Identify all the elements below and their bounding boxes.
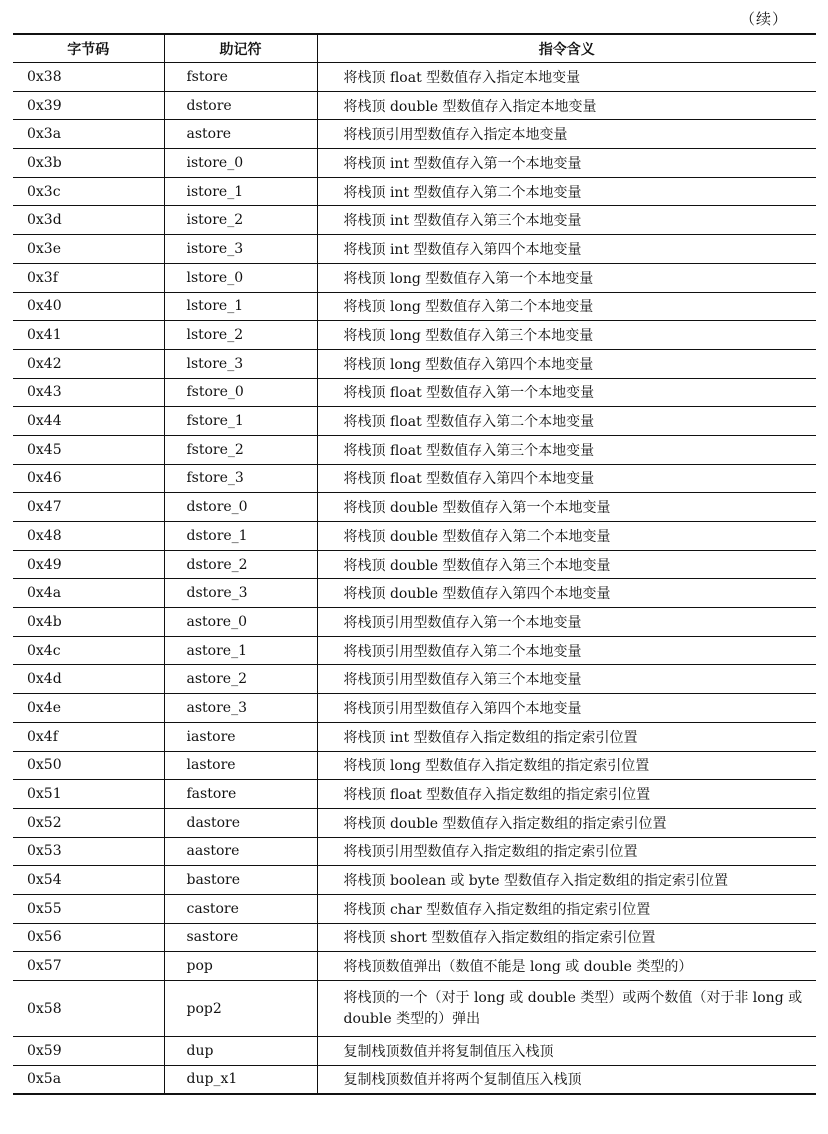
cell-bytecode: 0x3d xyxy=(27,212,62,229)
table-row xyxy=(13,120,816,149)
cell-meaning: 将栈顶 double 型数值存入第三个本地变量 xyxy=(317,550,816,579)
cell-bytecode: 0x43 xyxy=(27,384,62,401)
cell-mnemonic: dup xyxy=(164,1037,317,1066)
cell-mnemonic: astore_2 xyxy=(164,665,317,694)
cell-bytecode: 0x4a xyxy=(27,585,62,602)
cell-meaning: 将栈顶 long 型数值存入第二个本地变量 xyxy=(317,292,816,321)
table-row xyxy=(13,63,816,92)
cell-bytecode: 0x3f xyxy=(27,269,58,286)
table-row xyxy=(13,91,816,120)
cell-mnemonic: dstore xyxy=(164,91,317,120)
cell-mnemonic: dup_x1 xyxy=(164,1065,317,1094)
cell-mnemonic: dstore_0 xyxy=(164,493,317,522)
table-row xyxy=(13,694,816,723)
table-row xyxy=(13,751,816,780)
cell-bytecode: 0x46 xyxy=(27,470,62,487)
table-row xyxy=(13,349,816,378)
cell-bytecode: 0x59 xyxy=(27,1042,62,1059)
cell-bytecode: 0x3e xyxy=(27,240,61,257)
table-header-row xyxy=(13,34,816,63)
cell-mnemonic: dastore xyxy=(164,808,317,837)
table-row xyxy=(13,952,816,981)
cell-meaning: 将栈顶 float 型数值存入第一个本地变量 xyxy=(317,378,816,407)
cell-meaning: 将栈顶 short 型数值存入指定数组的指定索引位置 xyxy=(317,923,816,952)
cell-bytecode: 0x44 xyxy=(27,413,62,430)
table-row xyxy=(13,321,816,350)
cell-mnemonic: lstore_0 xyxy=(164,263,317,292)
table-body xyxy=(13,63,816,1094)
table-row xyxy=(13,981,816,1037)
cell-bytecode: 0x56 xyxy=(27,929,62,946)
continued-label: （续） xyxy=(739,10,788,28)
table-row xyxy=(13,206,816,235)
cell-mnemonic: iastore xyxy=(164,722,317,751)
cell-mnemonic: astore_1 xyxy=(164,636,317,665)
cell-mnemonic: fastore xyxy=(164,780,317,809)
table-row xyxy=(13,1065,816,1094)
cell-bytecode: 0x4c xyxy=(27,642,61,659)
cell-meaning: 将栈顶 float 型数值存入第二个本地变量 xyxy=(317,407,816,436)
cell-mnemonic: lstore_3 xyxy=(164,349,317,378)
cell-bytecode: 0x53 xyxy=(27,843,62,860)
cell-mnemonic: castore xyxy=(164,894,317,923)
cell-mnemonic: istore_1 xyxy=(164,177,317,206)
table-row xyxy=(13,808,816,837)
table-row xyxy=(13,522,816,551)
cell-bytecode: 0x40 xyxy=(27,298,62,315)
cell-bytecode: 0x54 xyxy=(27,872,62,889)
cell-mnemonic: fstore xyxy=(164,63,317,92)
cell-meaning: 将栈顶 int 型数值存入第一个本地变量 xyxy=(317,149,816,178)
table-row xyxy=(13,608,816,637)
cell-bytecode: 0x48 xyxy=(27,527,62,544)
table-row xyxy=(13,493,816,522)
table-row xyxy=(13,177,816,206)
cell-bytecode: 0x47 xyxy=(27,499,62,516)
cell-bytecode: 0x57 xyxy=(27,958,62,975)
cell-bytecode: 0x50 xyxy=(27,757,62,774)
cell-bytecode: 0x38 xyxy=(27,68,62,85)
header-bytecode: 字节码 xyxy=(67,41,110,58)
cell-mnemonic: aastore xyxy=(164,837,317,866)
cell-meaning: 复制栈顶数值并将复制值压入栈顶 xyxy=(317,1037,816,1066)
table-row xyxy=(13,722,816,751)
cell-meaning: 将栈顶 int 型数值存入指定数组的指定索引位置 xyxy=(317,722,816,751)
cell-mnemonic: lstore_2 xyxy=(164,321,317,350)
cell-meaning: 将栈顶 double 型数值存入指定本地变量 xyxy=(317,91,816,120)
cell-mnemonic: sastore xyxy=(164,923,317,952)
cell-bytecode: 0x4b xyxy=(27,613,62,630)
table-row xyxy=(13,837,816,866)
cell-mnemonic: istore_0 xyxy=(164,149,317,178)
cell-meaning: 将栈顶引用型数值存入第一个本地变量 xyxy=(317,608,816,637)
cell-bytecode: 0x49 xyxy=(27,556,62,573)
cell-mnemonic: lstore_1 xyxy=(164,292,317,321)
cell-bytecode: 0x39 xyxy=(27,97,62,114)
cell-mnemonic: astore_0 xyxy=(164,608,317,637)
cell-meaning: 将栈顶 int 型数值存入第四个本地变量 xyxy=(317,235,816,264)
cell-mnemonic: pop xyxy=(164,952,317,981)
cell-mnemonic: astore xyxy=(164,120,317,149)
cell-meaning: 将栈顶的一个（对于 long 或 double 类型）或两个数值（对于非 long 或 double 类型的）弹出 xyxy=(317,981,816,1037)
cell-meaning: 将栈顶 double 型数值存入第一个本地变量 xyxy=(317,493,816,522)
table-row xyxy=(13,407,816,436)
cell-bytecode: 0x5a xyxy=(27,1071,62,1088)
cell-bytecode: 0x4e xyxy=(27,699,61,716)
cell-meaning: 将栈顶 double 型数值存入第二个本地变量 xyxy=(317,522,816,551)
cell-meaning: 将栈顶数值弹出（数值不能是 long 或 double 类型的） xyxy=(317,952,816,981)
table-row xyxy=(13,235,816,264)
table-row xyxy=(13,550,816,579)
cell-mnemonic: dstore_1 xyxy=(164,522,317,551)
table-row xyxy=(13,579,816,608)
cell-meaning: 将栈顶引用型数值存入第三个本地变量 xyxy=(317,665,816,694)
table-row xyxy=(13,149,816,178)
table-row xyxy=(13,378,816,407)
cell-mnemonic: fstore_0 xyxy=(164,378,317,407)
cell-meaning: 将栈顶 long 型数值存入第四个本地变量 xyxy=(317,349,816,378)
cell-bytecode: 0x41 xyxy=(27,327,62,344)
cell-meaning: 将栈顶引用型数值存入指定本地变量 xyxy=(317,120,816,149)
header-mnemonic: 助记符 xyxy=(164,34,317,63)
table-row xyxy=(13,464,816,493)
cell-meaning: 将栈顶引用型数值存入第四个本地变量 xyxy=(317,694,816,723)
cell-meaning: 将栈顶 double 型数值存入第四个本地变量 xyxy=(317,579,816,608)
cell-meaning: 将栈顶 long 型数值存入第三个本地变量 xyxy=(317,321,816,350)
table-row xyxy=(13,866,816,895)
cell-mnemonic: pop2 xyxy=(164,981,317,1037)
cell-mnemonic: dstore_3 xyxy=(164,579,317,608)
cell-meaning: 将栈顶 long 型数值存入第一个本地变量 xyxy=(317,263,816,292)
cell-mnemonic: dstore_2 xyxy=(164,550,317,579)
cell-meaning: 将栈顶 int 型数值存入第三个本地变量 xyxy=(317,206,816,235)
cell-bytecode: 0x42 xyxy=(27,355,62,372)
opcode-table xyxy=(13,33,816,1095)
table-row xyxy=(13,1037,816,1066)
table-row xyxy=(13,894,816,923)
cell-mnemonic: astore_3 xyxy=(164,694,317,723)
cell-mnemonic: bastore xyxy=(164,866,317,895)
cell-meaning: 将栈顶 float 型数值存入第三个本地变量 xyxy=(317,435,816,464)
cell-bytecode: 0x3c xyxy=(27,183,61,200)
table-row xyxy=(13,665,816,694)
cell-mnemonic: fstore_3 xyxy=(164,464,317,493)
cell-mnemonic: lastore xyxy=(164,751,317,780)
cell-bytecode: 0x52 xyxy=(27,814,62,831)
cell-mnemonic: fstore_1 xyxy=(164,407,317,436)
header-meaning: 指令含义 xyxy=(317,34,816,63)
cell-meaning: 将栈顶 float 型数值存入第四个本地变量 xyxy=(317,464,816,493)
cell-meaning: 将栈顶引用型数值存入第二个本地变量 xyxy=(317,636,816,665)
cell-mnemonic: fstore_2 xyxy=(164,435,317,464)
cell-bytecode: 0x4d xyxy=(27,671,62,688)
cell-bytecode: 0x58 xyxy=(27,1000,62,1017)
cell-meaning: 将栈顶 char 型数值存入指定数组的指定索引位置 xyxy=(317,894,816,923)
cell-meaning: 将栈顶 long 型数值存入指定数组的指定索引位置 xyxy=(317,751,816,780)
cell-meaning: 将栈顶 float 型数值存入指定数组的指定索引位置 xyxy=(317,780,816,809)
cell-bytecode: 0x3b xyxy=(27,154,62,171)
table-row xyxy=(13,263,816,292)
cell-bytecode: 0x55 xyxy=(27,900,62,917)
cell-meaning: 将栈顶 boolean 或 byte 型数值存入指定数组的指定索引位置 xyxy=(317,866,816,895)
table-row xyxy=(13,292,816,321)
cell-meaning: 将栈顶 float 型数值存入指定本地变量 xyxy=(317,63,816,92)
cell-meaning: 复制栈顶数值并将两个复制值压入栈顶 xyxy=(317,1065,816,1094)
table-row xyxy=(13,636,816,665)
cell-meaning: 将栈顶 double 型数值存入指定数组的指定索引位置 xyxy=(317,808,816,837)
table-row xyxy=(13,435,816,464)
cell-meaning: 将栈顶引用型数值存入指定数组的指定索引位置 xyxy=(317,837,816,866)
cell-bytecode: 0x4f xyxy=(27,728,58,745)
table-row xyxy=(13,923,816,952)
cell-mnemonic: istore_3 xyxy=(164,235,317,264)
cell-meaning: 将栈顶 int 型数值存入第二个本地变量 xyxy=(317,177,816,206)
cell-bytecode: 0x3a xyxy=(27,126,62,143)
table-row xyxy=(13,780,816,809)
cell-bytecode: 0x51 xyxy=(27,786,62,803)
cell-bytecode: 0x45 xyxy=(27,441,62,458)
cell-mnemonic: istore_2 xyxy=(164,206,317,235)
